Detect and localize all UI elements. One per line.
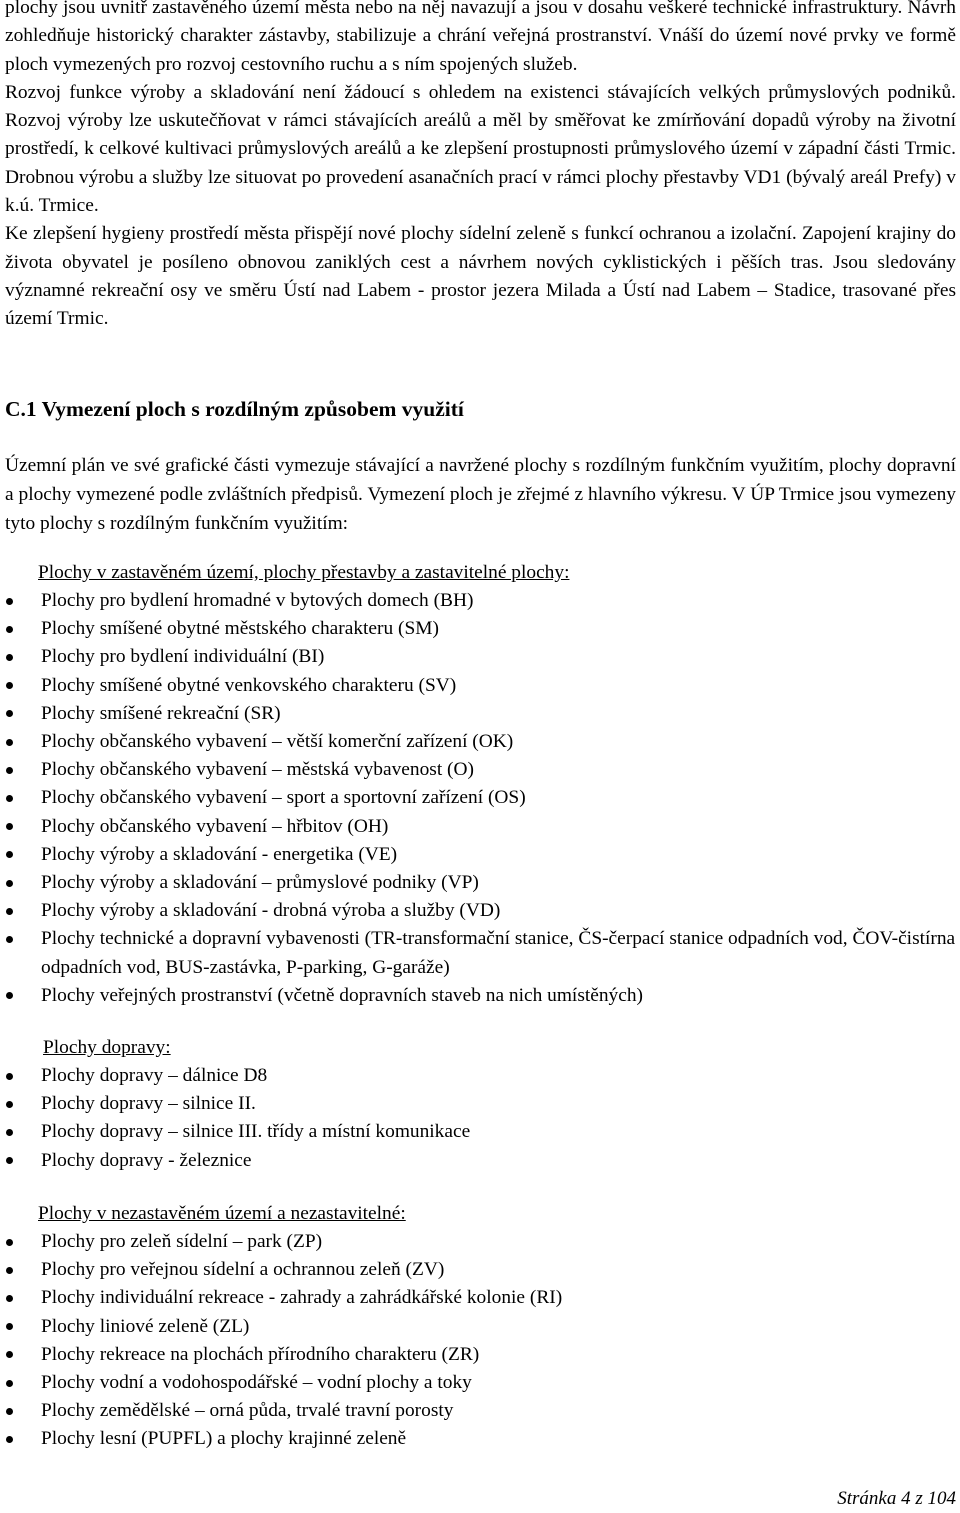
list-item: Plochy individuální rekreace - zahrady a zahrádkářské kolonie (RI)	[5, 1284, 956, 1312]
list-item: Plochy vodní a vodohospodářské – vodní plochy a toky	[5, 1369, 956, 1397]
list-item: Plochy pro bydlení individuální (BI)	[5, 643, 956, 671]
section-intro	[5, 451, 956, 538]
list-item: Plochy veřejných prostranství (včetně dopravních staveb na nich umístěných)	[5, 982, 956, 1010]
list-item: Plochy občanského vybavení – městská vybavenost (O)	[5, 756, 956, 784]
list-item: Plochy dopravy – silnice III. třídy a místní komunikace	[5, 1118, 956, 1146]
list-item: Plochy pro zeleň sídelní – park (ZP)	[5, 1228, 956, 1256]
list-item: Plochy dopravy - železnice	[5, 1147, 956, 1175]
list-item: Plochy dopravy – silnice II.	[5, 1090, 956, 1118]
list-item: Plochy smíšené obytné městského charakteru (SM)	[5, 615, 956, 643]
item-list	[5, 1062, 956, 1175]
group-undeveloped	[5, 1200, 956, 1454]
list-item: Plochy občanského vybavení – větší komerční zařízení (OK)	[5, 728, 956, 756]
list-item: Plochy výroby a skladování - energetika (VE)	[5, 841, 956, 869]
group-title: Plochy v nezastavěném území a nezastavitelné:	[38, 1203, 406, 1224]
group-title: Plochy v zastavěném území, plochy přestavby a zastavitelné plochy:	[38, 562, 570, 583]
page-number: Stránka 4 z 104	[837, 1488, 956, 1509]
list-item: Plochy občanského vybavení – sport a sportovní zařízení (OS)	[5, 784, 956, 812]
group-title: Plochy dopravy:	[43, 1037, 171, 1058]
group-built-up	[5, 559, 956, 1010]
list-item: Plochy pro bydlení hromadné v bytových domech (BH)	[5, 587, 956, 615]
list-item: Plochy občanského vybavení – hřbitov (OH)	[5, 813, 956, 841]
list-item: Plochy technické a dopravní vybavenosti (TR-transformační stanice, ČS-čerpací stanice odpadních vod, ČOV-čistírna odpadních vod, BUS-zastávka, P-parking, G-garáže)	[5, 925, 956, 981]
intro-paragraph: plochy jsou uvnitř zastavěného území města nebo na něj navazují a jsou v dosahu veškeré technické infrastruktury. Návrh zohledňuje historický charakter zástavby, stabilizuje a chrání veřejná prostranství. Vnáší do území nové prvky ve formě ploch vymezených pro rozvoj cestovního ruchu a s ním spojených služeb.	[5, 0, 956, 75]
list-item: Plochy výroby a skladování - drobná výroba a služby (VD)	[5, 897, 956, 925]
intro-block	[5, 0, 956, 334]
item-list	[5, 587, 956, 1010]
section-heading: C.1 Vymezení ploch s rozdílným způsobem využití	[5, 397, 464, 421]
list-item: Plochy smíšené rekreační (SR)	[5, 700, 956, 728]
list-item: Plochy liniové zeleně (ZL)	[5, 1313, 956, 1341]
group-transport	[10, 1034, 956, 1175]
intro-paragraph: Rozvoj funkce výroby a skladování není žádoucí s ohledem na existenci stávajících velkých průmyslových podniků. Rozvoj výroby lze uskutečňovat v rámci stávajících areálů a měl by směřovat ke zmírňování dopadů výroby na životní prostředí, k celkové kultivaci průmyslových areálů a ke zlepšení prostupnosti průmyslového území v západní části Trmic. Drobnou výrobu a služby lze situovat po provedení asanačních prací v rámci plochy přestavby VD1 (bývalý areál Prefy) v k.ú. Trmice.	[5, 81, 956, 217]
list-item: Plochy dopravy – dálnice D8	[5, 1062, 956, 1090]
list-item: Plochy zemědělské – orná půda, trvalé travní porosty	[5, 1397, 956, 1425]
list-item: Plochy smíšené obytné venkovského charakteru (SV)	[5, 672, 956, 700]
list-item: Plochy pro veřejnou sídelní a ochrannou zeleň (ZV)	[5, 1256, 956, 1284]
intro-paragraph: Ke zlepšení hygieny prostředí města přispějí nové plochy sídelní zeleně s funkcí ochranou a izolační. Zapojení krajiny do života obyvatel je posíleno obnovou zaniklých cest a návrhem nových cyklistických i pěších tras. Jsou sledovány významné rekreační osy ve směru Ústí nad Labem - prostor jezera Milada a Ústí nad Labem – Stadice, trasované přes území Trmic.	[5, 223, 956, 330]
item-list	[5, 1228, 956, 1454]
section-paragraph: Územní plán ve své grafické části vymezuje stávající a navržené plochy s rozdílným funkčním využitím, plochy dopravní a plochy vymezené podle zvláštních předpisů. Vymezení ploch je zřejmé z hlavního výkresu. V ÚP Trmice jsou vymezeny tyto plochy s rozdílným funkčním využitím:	[5, 455, 956, 534]
list-item: Plochy lesní (PUPFL) a plochy krajinné zeleně	[5, 1425, 956, 1453]
list-item: Plochy výroby a skladování – průmyslové podniky (VP)	[5, 869, 956, 897]
list-item: Plochy rekreace na plochách přírodního charakteru (ZR)	[5, 1341, 956, 1369]
